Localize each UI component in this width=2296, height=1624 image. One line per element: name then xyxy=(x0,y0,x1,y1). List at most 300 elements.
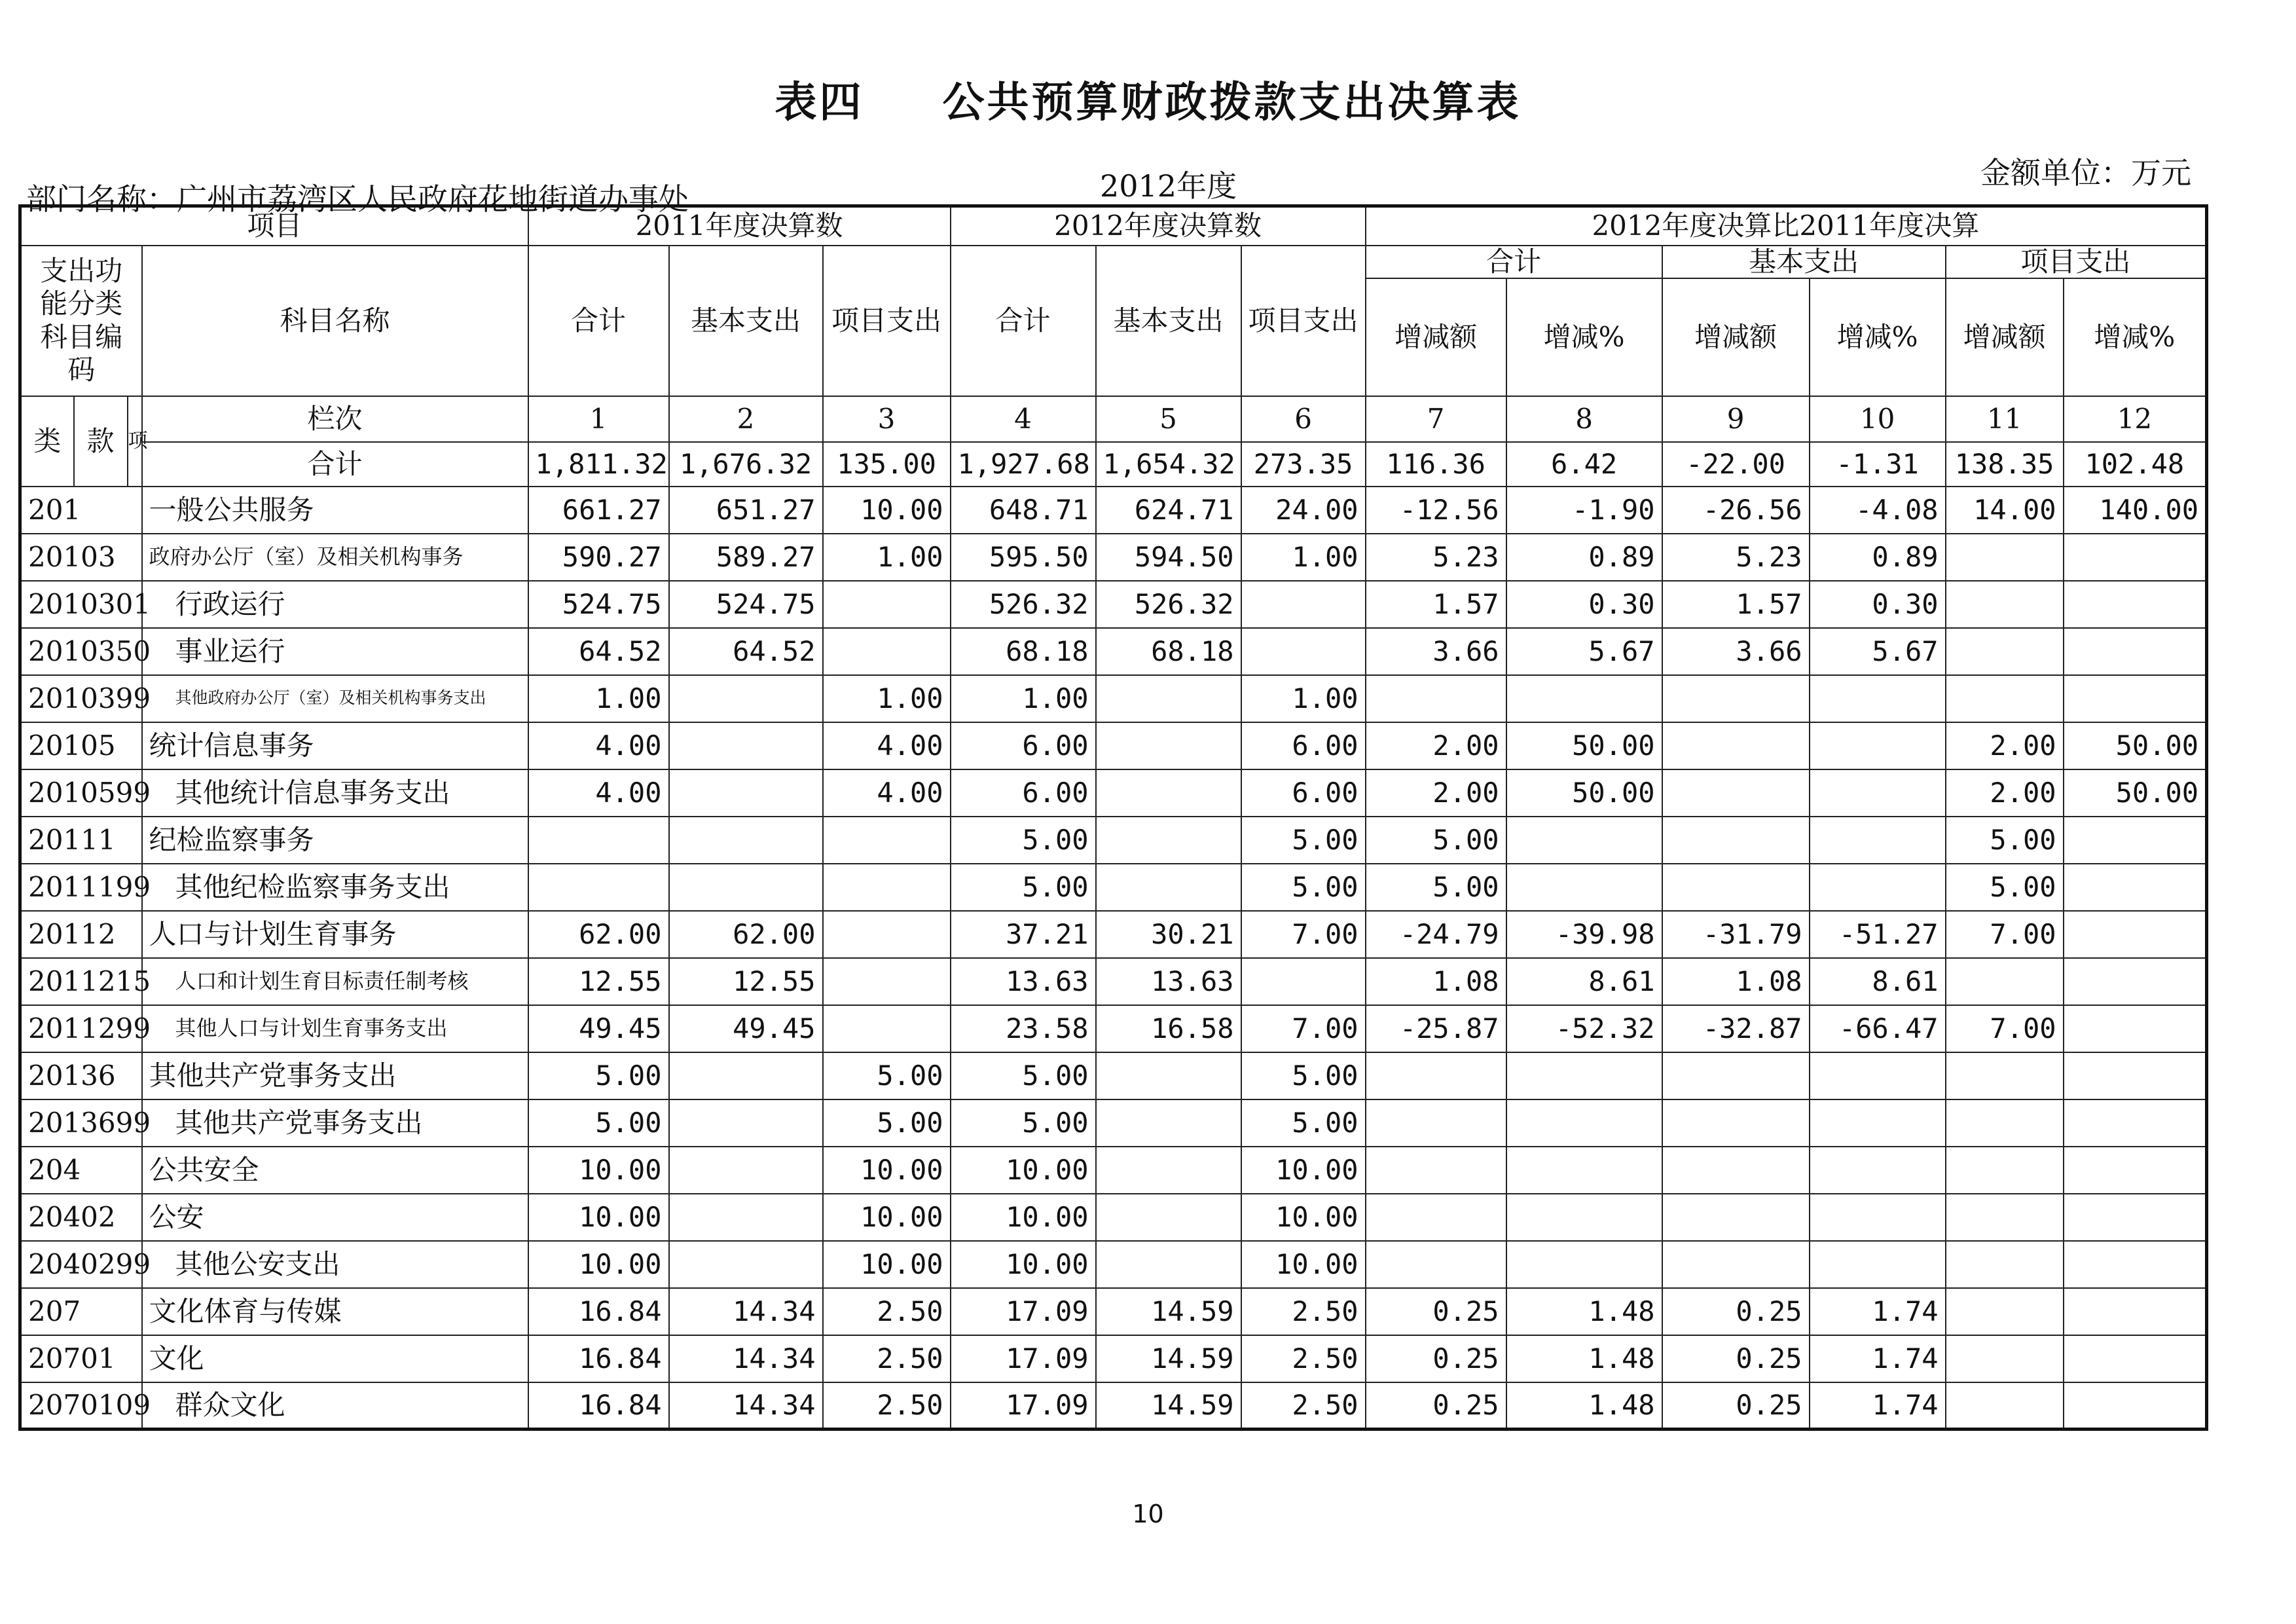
cell-value: 50.00 xyxy=(2064,722,2207,769)
cell-value: 624.71 xyxy=(1096,487,1241,534)
cell-value xyxy=(528,864,669,911)
subject-code: 2040299 xyxy=(20,1241,142,1288)
cell-value xyxy=(823,958,951,1005)
cell-value: 16.84 xyxy=(528,1288,669,1335)
table-row xyxy=(20,722,2207,769)
cell-value: 16.58 xyxy=(1096,1005,1241,1052)
cell-value: 13.63 xyxy=(1096,958,1241,1005)
cell-value xyxy=(823,581,951,628)
cell-value xyxy=(1096,1099,1241,1147)
cell-value: 5.00 xyxy=(951,1052,1096,1099)
cell-value: 0.25 xyxy=(1662,1382,1810,1430)
cell-value: 3.66 xyxy=(1662,628,1810,675)
cell-value xyxy=(1662,817,1810,864)
cell-value xyxy=(2064,911,2207,958)
cell-value xyxy=(1946,1288,2064,1335)
cell-value: 0.30 xyxy=(1810,581,1946,628)
cell-value: 7.00 xyxy=(1241,1005,1366,1052)
cell-value: 12.55 xyxy=(669,958,823,1005)
table-row xyxy=(20,864,2207,911)
col-number: 10 xyxy=(1810,396,1946,442)
cell-value: 0.25 xyxy=(1366,1382,1506,1430)
cell-value: 1.00 xyxy=(823,534,951,581)
cell-value xyxy=(823,1005,951,1052)
subject-code: 207 xyxy=(20,1288,142,1335)
subject-code: 20105 xyxy=(20,722,142,769)
col-number: 7 xyxy=(1366,396,1506,442)
cell-value xyxy=(1946,1099,2064,1147)
cell-value xyxy=(2064,1382,2207,1430)
table-row xyxy=(20,1005,2207,1052)
cell-value: 10.00 xyxy=(528,1147,669,1194)
cell-value: 1.48 xyxy=(1506,1382,1662,1430)
cell-value: 5.00 xyxy=(823,1099,951,1147)
cell-value: -26.56 xyxy=(1662,487,1810,534)
cell-value: -51.27 xyxy=(1810,911,1946,958)
subject-code: 204 xyxy=(20,1147,142,1194)
cell-value: -39.98 xyxy=(1506,911,1662,958)
cell-value xyxy=(1810,1241,1946,1288)
cell-value: 16.84 xyxy=(528,1335,669,1382)
total-value: 6.42 xyxy=(1506,442,1662,487)
cell-value: 5.00 xyxy=(528,1052,669,1099)
header-incr-amt: 增减额 xyxy=(1662,278,1810,396)
total-value: 1,654.32 xyxy=(1096,442,1241,487)
cell-value xyxy=(1662,1052,1810,1099)
cell-value: 23.58 xyxy=(951,1005,1096,1052)
header-2011-total: 合计 xyxy=(528,246,669,396)
cell-value xyxy=(1506,1147,1662,1194)
subject-code: 20701 xyxy=(20,1335,142,1382)
cell-value xyxy=(1946,1241,2064,1288)
header-xiang: 项 xyxy=(128,396,142,487)
total-label: 合计 xyxy=(142,442,528,487)
header-incr-amt: 增减额 xyxy=(1946,278,2064,396)
cell-value: 140.00 xyxy=(2064,487,2207,534)
cell-value: 16.84 xyxy=(528,1382,669,1430)
cell-value xyxy=(2064,1052,2207,1099)
cell-value: 526.32 xyxy=(951,581,1096,628)
cell-value: 4.00 xyxy=(823,722,951,769)
header-kuan: 款 xyxy=(74,396,128,487)
cell-value xyxy=(1241,581,1366,628)
cell-value xyxy=(1662,864,1810,911)
col-number: 4 xyxy=(951,396,1096,442)
cell-value: 524.75 xyxy=(669,581,823,628)
cell-value: 5.00 xyxy=(951,864,1096,911)
subject-name: 人口与计划生育事务 xyxy=(142,911,528,958)
subject-code: 2011215 xyxy=(20,958,142,1005)
cell-value: 2.00 xyxy=(1946,769,2064,817)
table-row xyxy=(20,628,2207,675)
cell-value: -32.87 xyxy=(1662,1005,1810,1052)
cell-value xyxy=(1096,1194,1241,1241)
cell-value xyxy=(1096,1052,1241,1099)
cell-value: 0.89 xyxy=(1506,534,1662,581)
cell-value xyxy=(1506,817,1662,864)
cell-value: 5.00 xyxy=(1241,1052,1366,1099)
cell-value: 0.89 xyxy=(1810,534,1946,581)
cell-value: 24.00 xyxy=(1241,487,1366,534)
table-row xyxy=(20,1052,2207,1099)
table-number: 表四 xyxy=(774,79,864,127)
cell-value xyxy=(2064,628,2207,675)
total-value: 1,927.68 xyxy=(951,442,1096,487)
cell-value xyxy=(1810,722,1946,769)
header-compare: 2012年度决算比2011年度决算 xyxy=(1366,206,2207,246)
cell-value xyxy=(2064,1335,2207,1382)
cell-value: 1.00 xyxy=(528,675,669,722)
cell-value: -4.08 xyxy=(1810,487,1946,534)
header-2012-project: 项目支出 xyxy=(1241,246,1366,396)
header-2011-project: 项目支出 xyxy=(823,246,951,396)
cell-value: 17.09 xyxy=(951,1382,1096,1430)
cell-value: 1.48 xyxy=(1506,1335,1662,1382)
cell-value: 2.50 xyxy=(1241,1288,1366,1335)
cell-value: 5.00 xyxy=(951,817,1096,864)
table-row xyxy=(20,817,2207,864)
subject-name: 行政运行 xyxy=(142,581,528,628)
cell-value: 14.59 xyxy=(1096,1382,1241,1430)
cell-value xyxy=(2064,864,2207,911)
cell-value: 5.67 xyxy=(1506,628,1662,675)
cell-value: 14.34 xyxy=(669,1382,823,1430)
subject-name: 公共安全 xyxy=(142,1147,528,1194)
cell-value: 8.61 xyxy=(1810,958,1946,1005)
cell-value: -25.87 xyxy=(1366,1005,1506,1052)
header-2012: 2012年度决算数 xyxy=(951,206,1366,246)
cell-value: 5.00 xyxy=(823,1052,951,1099)
cell-value: 68.18 xyxy=(1096,628,1241,675)
table-row xyxy=(20,958,2207,1005)
cell-value xyxy=(823,817,951,864)
cell-value: 1.00 xyxy=(1241,675,1366,722)
subject-code: 2010399 xyxy=(20,675,142,722)
cell-value: 590.27 xyxy=(528,534,669,581)
cell-value: 1.00 xyxy=(951,675,1096,722)
cell-value xyxy=(528,817,669,864)
table-row xyxy=(20,911,2207,958)
cell-value: 0.25 xyxy=(1662,1288,1810,1335)
total-value: 1,811.32 xyxy=(528,442,669,487)
cell-value xyxy=(669,817,823,864)
cell-value xyxy=(1096,722,1241,769)
cell-value xyxy=(1946,581,2064,628)
cell-value: 1.74 xyxy=(1810,1382,1946,1430)
cell-value: 1.74 xyxy=(1810,1335,1946,1382)
cell-value xyxy=(1810,1099,1946,1147)
header-lei: 类 xyxy=(20,396,74,487)
subject-name: 文化 xyxy=(142,1335,528,1382)
table-row xyxy=(20,1194,2207,1241)
cell-value: 0.25 xyxy=(1366,1335,1506,1382)
subject-name: 人口和计划生育目标责任制考核 xyxy=(142,958,528,1005)
subject-code: 2013699 xyxy=(20,1099,142,1147)
header-incr-pct: 增减% xyxy=(1506,278,1662,396)
total-value: -1.31 xyxy=(1810,442,1946,487)
cell-value xyxy=(669,864,823,911)
table-title: 公共预算财政拨款支出决算表 xyxy=(942,79,1522,127)
table-row xyxy=(20,581,2207,628)
cell-value: 8.61 xyxy=(1506,958,1662,1005)
cell-value: 6.00 xyxy=(951,769,1096,817)
header-incr-amt: 增减额 xyxy=(1366,278,1506,396)
cell-value: 1.00 xyxy=(823,675,951,722)
cell-value: 5.67 xyxy=(1810,628,1946,675)
cell-value xyxy=(823,628,951,675)
cell-value xyxy=(1096,1241,1241,1288)
cell-value xyxy=(2064,1241,2207,1288)
cell-value: 14.59 xyxy=(1096,1335,1241,1382)
cell-value: 1.74 xyxy=(1810,1288,1946,1335)
cell-value xyxy=(1946,1052,2064,1099)
cell-value: 5.00 xyxy=(1366,864,1506,911)
subject-code: 20136 xyxy=(20,1052,142,1099)
cell-value xyxy=(2064,1288,2207,1335)
header-item: 项目 xyxy=(20,206,528,246)
cell-value: -66.47 xyxy=(1810,1005,1946,1052)
cell-value: 14.00 xyxy=(1946,487,2064,534)
cell-value xyxy=(1096,817,1241,864)
total-value: 273.35 xyxy=(1241,442,1366,487)
col-number: 6 xyxy=(1241,396,1366,442)
cell-value xyxy=(1366,1052,1506,1099)
cell-value: 37.21 xyxy=(951,911,1096,958)
cell-value: 10.00 xyxy=(951,1241,1096,1288)
cell-value: -24.79 xyxy=(1366,911,1506,958)
subject-name: 其他共产党事务支出 xyxy=(142,1099,528,1147)
cell-value xyxy=(1810,817,1946,864)
cell-value: 595.50 xyxy=(951,534,1096,581)
cell-value: 589.27 xyxy=(669,534,823,581)
subject-name: 其他统计信息事务支出 xyxy=(142,769,528,817)
cell-value: 14.34 xyxy=(669,1335,823,1382)
header-compare-project: 项目支出 xyxy=(1946,246,2207,278)
cell-value: 5.00 xyxy=(951,1099,1096,1147)
cell-value: 524.75 xyxy=(528,581,669,628)
cell-value: 14.59 xyxy=(1096,1288,1241,1335)
cell-value xyxy=(669,1099,823,1147)
subject-name: 其他共产党事务支出 xyxy=(142,1052,528,1099)
cell-value: 1.57 xyxy=(1366,581,1506,628)
cell-value: 4.00 xyxy=(528,722,669,769)
total-value: -22.00 xyxy=(1662,442,1810,487)
subject-code: 2010301 xyxy=(20,581,142,628)
cell-value xyxy=(1946,1335,2064,1382)
subject-name: 统计信息事务 xyxy=(142,722,528,769)
cell-value: 594.50 xyxy=(1096,534,1241,581)
cell-value xyxy=(2064,581,2207,628)
cell-value: 50.00 xyxy=(2064,769,2207,817)
subject-name: 政府办公厅（室）及相关机构事务 xyxy=(142,534,528,581)
cell-value xyxy=(1662,722,1810,769)
table-row xyxy=(20,1147,2207,1194)
cell-value xyxy=(1096,1147,1241,1194)
cell-value xyxy=(2064,1005,2207,1052)
cell-value xyxy=(823,911,951,958)
col-number: 3 xyxy=(823,396,951,442)
cell-value: 64.52 xyxy=(528,628,669,675)
cell-value: 2.50 xyxy=(823,1335,951,1382)
cell-value: 5.00 xyxy=(1241,817,1366,864)
cell-value: 17.09 xyxy=(951,1288,1096,1335)
cell-value xyxy=(1946,534,2064,581)
cell-value xyxy=(1506,1099,1662,1147)
cell-value xyxy=(1946,1194,2064,1241)
subject-name: 一般公共服务 xyxy=(142,487,528,534)
cell-value: 0.25 xyxy=(1662,1335,1810,1382)
cell-value: 10.00 xyxy=(1241,1147,1366,1194)
cell-value: 2.00 xyxy=(1366,722,1506,769)
cell-value: 10.00 xyxy=(951,1194,1096,1241)
cell-value: 6.00 xyxy=(1241,769,1366,817)
cell-value: 1.08 xyxy=(1366,958,1506,1005)
total-value: 135.00 xyxy=(823,442,951,487)
cell-value xyxy=(1096,675,1241,722)
table-row xyxy=(20,1099,2207,1147)
cell-value: 62.00 xyxy=(528,911,669,958)
cell-value xyxy=(2064,1194,2207,1241)
subject-code: 2010599 xyxy=(20,769,142,817)
subject-code: 20402 xyxy=(20,1194,142,1241)
page-number: 10 xyxy=(1132,1500,1164,1528)
cell-value xyxy=(1662,1194,1810,1241)
cell-value xyxy=(1662,675,1810,722)
cell-value: 5.00 xyxy=(1946,864,2064,911)
subject-name: 文化体育与传媒 xyxy=(142,1288,528,1335)
cell-value xyxy=(2064,1147,2207,1194)
cell-value: 4.00 xyxy=(823,769,951,817)
header-incr-pct: 增减% xyxy=(1810,278,1946,396)
cell-value xyxy=(1241,628,1366,675)
cell-value xyxy=(1946,958,2064,1005)
header-2012-total: 合计 xyxy=(951,246,1096,396)
total-value: 1,676.32 xyxy=(669,442,823,487)
col-number: 11 xyxy=(1946,396,2064,442)
cell-value xyxy=(1662,1147,1810,1194)
cell-value: 0.30 xyxy=(1506,581,1662,628)
cell-value: 5.00 xyxy=(1366,817,1506,864)
cell-value: 5.00 xyxy=(1946,817,2064,864)
header-func-code: 支出功能分类科目编码 xyxy=(20,246,142,396)
cell-value xyxy=(669,769,823,817)
cell-value xyxy=(1946,1382,2064,1430)
cell-value: -31.79 xyxy=(1662,911,1810,958)
cell-value xyxy=(1366,1194,1506,1241)
cell-value xyxy=(1662,1099,1810,1147)
cell-value: 49.45 xyxy=(528,1005,669,1052)
cell-value: 5.23 xyxy=(1366,534,1506,581)
cell-value xyxy=(823,864,951,911)
subject-name: 公安 xyxy=(142,1194,528,1241)
cell-value: 2.00 xyxy=(1946,722,2064,769)
cell-value: 14.34 xyxy=(669,1288,823,1335)
cell-value: 5.00 xyxy=(1241,864,1366,911)
cell-value xyxy=(2064,675,2207,722)
cell-value: -52.32 xyxy=(1506,1005,1662,1052)
cell-value: 10.00 xyxy=(528,1194,669,1241)
cell-value xyxy=(1810,864,1946,911)
cell-value: -1.90 xyxy=(1506,487,1662,534)
subject-code: 2011199 xyxy=(20,864,142,911)
cell-value xyxy=(1810,675,1946,722)
cell-value: 64.52 xyxy=(669,628,823,675)
header-2012-basic: 基本支出 xyxy=(1096,246,1241,396)
header-incr-pct: 增减% xyxy=(2064,278,2207,396)
subject-code: 2011299 xyxy=(20,1005,142,1052)
cell-value: 2.00 xyxy=(1366,769,1506,817)
cell-value xyxy=(1662,769,1810,817)
total-value: 102.48 xyxy=(2064,442,2207,487)
total-value: 116.36 xyxy=(1366,442,1506,487)
cell-value xyxy=(1810,1052,1946,1099)
cell-value: 0.25 xyxy=(1366,1288,1506,1335)
cell-value: 10.00 xyxy=(823,1147,951,1194)
cell-value xyxy=(1506,1052,1662,1099)
cell-value xyxy=(1810,769,1946,817)
subject-code: 2010350 xyxy=(20,628,142,675)
cell-value xyxy=(669,1147,823,1194)
cell-value: 2.50 xyxy=(1241,1335,1366,1382)
cell-value xyxy=(1096,769,1241,817)
table-row xyxy=(20,1335,2207,1382)
header-lanci: 栏次 xyxy=(142,396,528,442)
cell-value: 651.27 xyxy=(669,487,823,534)
cell-value: 17.09 xyxy=(951,1335,1096,1382)
col-number: 12 xyxy=(2064,396,2207,442)
cell-value: 7.00 xyxy=(1946,1005,2064,1052)
col-number: 5 xyxy=(1096,396,1241,442)
cell-value xyxy=(1366,1147,1506,1194)
cell-value xyxy=(669,675,823,722)
cell-value: 49.45 xyxy=(669,1005,823,1052)
cell-value xyxy=(1810,1147,1946,1194)
cell-value xyxy=(669,1052,823,1099)
subject-code: 201 xyxy=(20,487,142,534)
cell-value xyxy=(1366,1099,1506,1147)
cell-value xyxy=(1810,1194,1946,1241)
cell-value: 4.00 xyxy=(528,769,669,817)
subject-name: 其他政府办公厅（室）及相关机构事务支出 xyxy=(142,675,528,722)
subject-name: 其他公安支出 xyxy=(142,1241,528,1288)
subject-name: 纪检监察事务 xyxy=(142,817,528,864)
cell-value: 10.00 xyxy=(1241,1194,1366,1241)
col-number: 9 xyxy=(1662,396,1810,442)
cell-value: 648.71 xyxy=(951,487,1096,534)
header-compare-total: 合计 xyxy=(1366,246,1662,278)
department-name: 部门名称：广州市荔湾区人民政府花地街道办事处 xyxy=(26,181,689,217)
fiscal-year: 2012年度 xyxy=(1100,168,1237,204)
cell-value xyxy=(1506,1241,1662,1288)
table-row xyxy=(20,1288,2207,1335)
cell-value xyxy=(1662,1241,1810,1288)
cell-value: 10.00 xyxy=(951,1147,1096,1194)
table-row xyxy=(20,769,2207,817)
cell-value xyxy=(2064,817,2207,864)
header-2011: 2011年度决算数 xyxy=(528,206,951,246)
cell-value: 661.27 xyxy=(528,487,669,534)
cell-value xyxy=(1096,864,1241,911)
cell-value: 2.50 xyxy=(1241,1382,1366,1430)
cell-value: 10.00 xyxy=(1241,1241,1366,1288)
cell-value: 7.00 xyxy=(1946,911,2064,958)
table-row xyxy=(20,675,2207,722)
cell-value: 1.48 xyxy=(1506,1288,1662,1335)
cell-value: 6.00 xyxy=(1241,722,1366,769)
subject-name: 其他纪检监察事务支出 xyxy=(142,864,528,911)
header-2011-basic: 基本支出 xyxy=(669,246,823,396)
table-row xyxy=(20,1241,2207,1288)
